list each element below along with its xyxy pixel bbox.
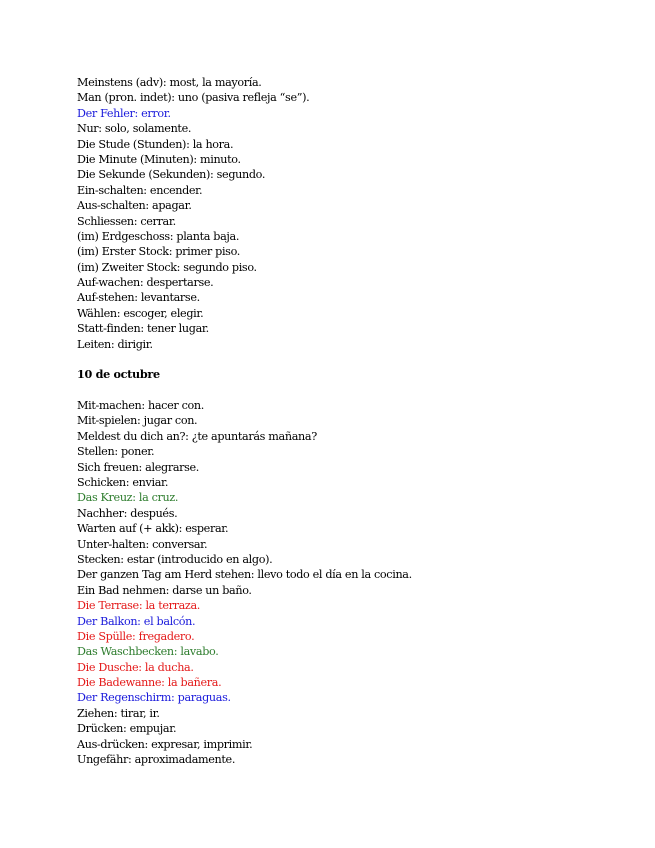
vocabulary-line: Mit-machen: hacer con.	[77, 399, 204, 413]
vocabulary-line: Ein-schalten: encender.	[77, 183, 203, 197]
vocabulary-line: Die Sekunde (Sekunden): segundo.	[77, 168, 266, 182]
vocabulary-line: Schicken: enviar.	[77, 475, 169, 489]
vocabulary-line: Die Badewanne: la bañera.	[77, 676, 222, 690]
vocabulary-line: Die Spülle: fregadero.	[77, 629, 195, 643]
vocabulary-line: Leiten: dirigir.	[77, 337, 153, 351]
vocabulary-line: Das Waschbecken: lavabo.	[77, 645, 219, 659]
vocabulary-list-1	[77, 75, 637, 352]
vocabulary-line: (im) Erdgeschoss: planta baja.	[77, 229, 240, 243]
vocabulary-line: Stellen: poner.	[77, 445, 155, 459]
vocabulary-line: Schliessen: cerrar.	[77, 214, 176, 228]
vocabulary-line: Wählen: escoger, elegir.	[77, 306, 204, 320]
vocabulary-line: Meldest du dich an?: ¿te apuntarás mañana?	[77, 429, 317, 443]
vocabulary-line: Die Stude (Stunden): la hora.	[77, 137, 234, 151]
vocabulary-line: Die Terrase: la terraza.	[77, 599, 200, 613]
date-heading: 10 de octubre	[77, 367, 160, 382]
vocabulary-line: Auf-stehen: levantarse.	[77, 291, 200, 305]
vocabulary-line: Meinstens (adv): most, la mayoría.	[77, 76, 262, 89]
vocabulary-line: Der Regenschirm: paraguas.	[77, 691, 231, 705]
vocabulary-line: Warten auf (+ akk): esperar.	[77, 522, 229, 536]
vocabulary-line: Drücken: empujar.	[77, 722, 177, 736]
document-page	[77, 75, 637, 767]
vocabulary-line: Die Dusche: la ducha.	[77, 660, 194, 674]
vocabulary-line: Sich freuen: alegrarse.	[77, 460, 199, 474]
vocabulary-line: Der Balkon: el balcón.	[77, 614, 196, 628]
vocabulary-line: Ziehen: tirar, ir.	[77, 706, 160, 720]
vocabulary-line: Statt-finden: tener lugar.	[77, 322, 209, 336]
vocabulary-line: Mit-spielen: jugar con.	[77, 414, 198, 428]
vocabulary-line: Der Fehler: error.	[77, 106, 171, 120]
vocabulary-line: Ungefähr: aproximadamente.	[77, 753, 236, 767]
vocabulary-line: Auf-wachen: despertarse.	[77, 276, 214, 290]
vocabulary-line: Unter-halten: conversar.	[77, 537, 208, 551]
vocabulary-line: Ein Bad nehmen: darse un baño.	[77, 583, 252, 597]
vocabulary-line: Stecken: estar (introducido en algo).	[77, 552, 273, 566]
vocabulary-line: (im) Zweiter Stock: segundo piso.	[77, 260, 257, 274]
vocabulary-list-2	[77, 398, 637, 767]
vocabulary-line: Aus-schalten: apagar.	[77, 199, 192, 213]
vocabulary-line: Nur: solo, solamente.	[77, 122, 192, 136]
vocabulary-line: Man (pron. indet): uno (pasiva refleja “se”).	[77, 91, 310, 105]
vocabulary-line: (im) Erster Stock: primer piso.	[77, 245, 240, 259]
vocabulary-line: Aus-drücken: expresar, imprimir.	[77, 737, 253, 751]
vocabulary-line: Das Kreuz: la cruz.	[77, 491, 179, 505]
vocabulary-line: Die Minute (Minuten): minuto.	[77, 152, 241, 166]
vocabulary-line: Der ganzen Tag am Herd stehen: llevo todo el día en la cocina.	[77, 568, 412, 582]
vocabulary-line: Nachher: después.	[77, 506, 178, 520]
